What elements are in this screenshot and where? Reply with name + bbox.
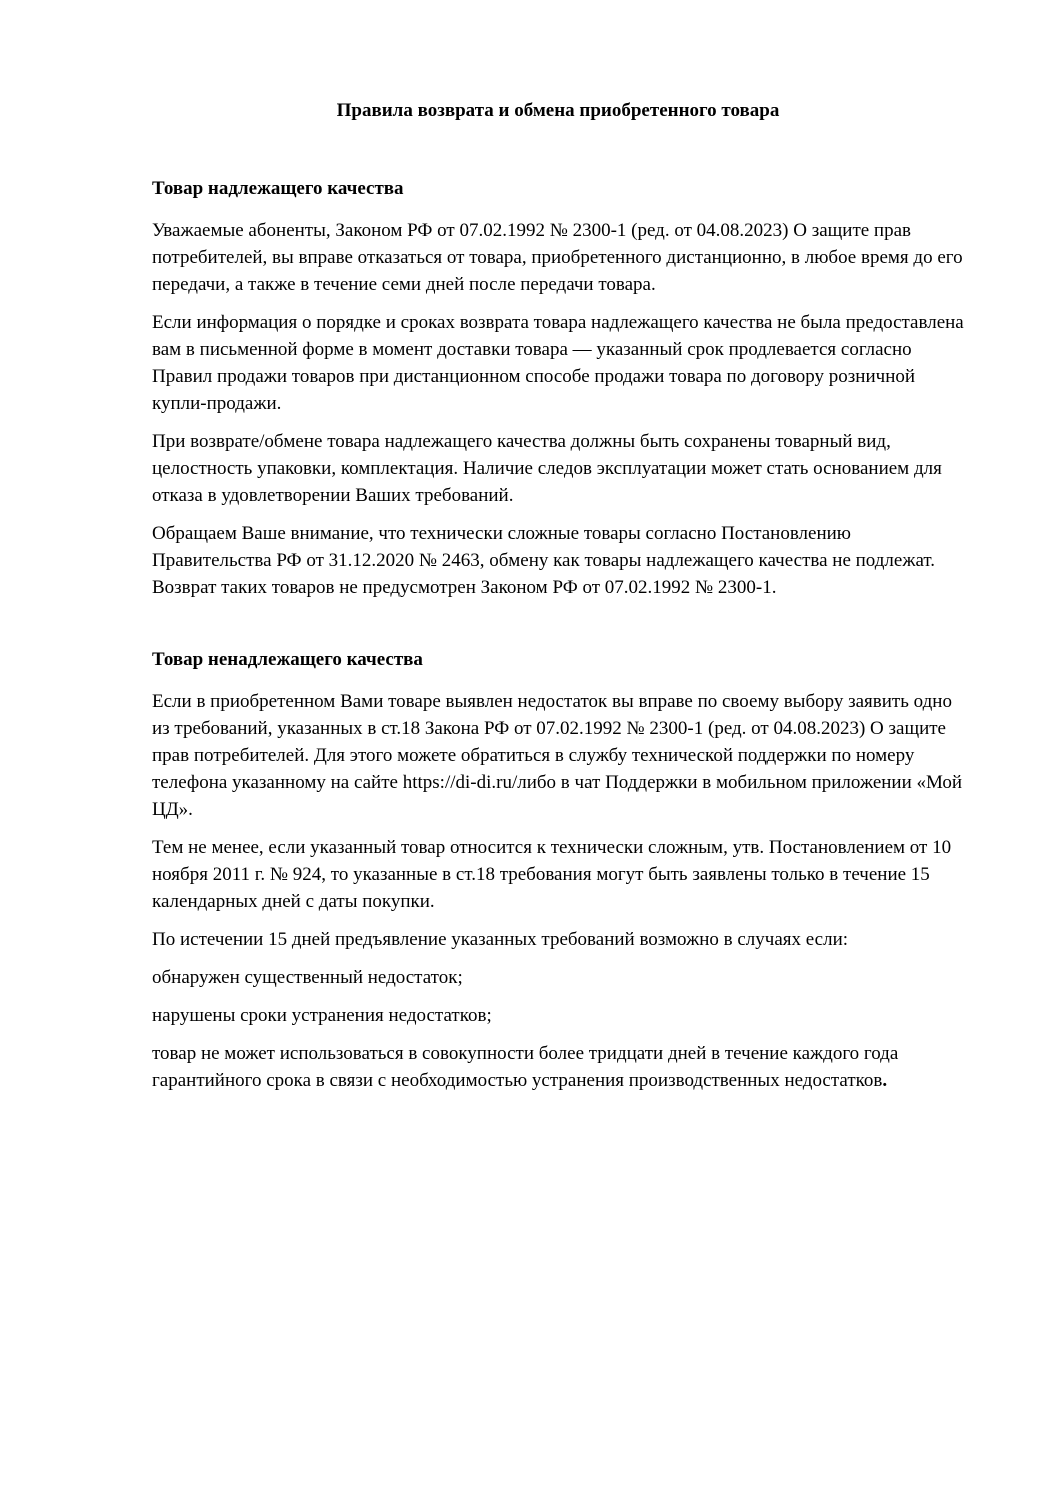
section-improper-quality <box>152 646 964 1094</box>
paragraph-15-days-limit: Тем не менее, если указанный товар относится к технически сложным, утв. Постановлением от 10 ноября 2011 г. № 924, то указанные в ст.18 требования могут быть заявлены только в течение 15 календарных дней с даты покупки. <box>152 837 952 912</box>
document-title: Правила возврата и обмена приобретенного товара <box>336 100 780 121</box>
paragraph-thirty-days-usage-text: товар не может использоваться в совокупности более тридцати дней в течение каждого года гарантийного срока в связи с необходимостью устранения производственных недостатков <box>152 1043 899 1091</box>
paragraph-thirty-days-usage <box>152 1040 964 1094</box>
paragraph-consumer-rights-law: Уважаемые абоненты, Законом РФ от 07.02.1992 № 2300-1 (ред. от 04.08.2023) О защите прав потребителей, вы вправе отказаться от товара, приобретенного дистанционно, в любое время до его передачи, а также в течение семи дней после передачи товара. <box>152 220 963 295</box>
section-heading-improper-quality: Товар ненадлежащего качества <box>152 649 423 670</box>
paragraph-return-conditions: При возврате/обмене товара надлежащего качества должны быть сохранены товарный вид, целостность упаковки, комплектация. Наличие следов эксплуатации может стать основанием для отказа в удовлетворении Ваших требований. <box>152 431 942 506</box>
section-proper-quality <box>152 175 964 601</box>
paragraph-after-15-days-intro: По истечении 15 дней предъявление указанных требований возможно в случаях если: <box>152 929 849 950</box>
paragraph-substantial-defect: обнаружен существенный недостаток; <box>152 967 463 988</box>
section-heading-proper-quality: Товар надлежащего качества <box>152 178 404 199</box>
paragraph-repair-terms-violated: нарушены сроки устранения недостатков; <box>152 1005 492 1026</box>
paragraph-defect-claims: Если в приобретенном Вами товаре выявлен недостаток вы вправе по своему выбору заявить одно из требований, указанных в ст.18 Закона РФ от 07.02.1992 № 2300-1 (ред. от 04.08.2023) О защите прав потребителей. Для этого можете обратиться в службу технической поддержки по номеру телефона указанному на сайте https://di-di.ru/либо в чат Поддержки в мобильном приложении «Мой ЦД». <box>152 691 963 820</box>
paragraph-technically-complex-goods: Обращаем Ваше внимание, что технически сложные товары согласно Постановлению Правительства РФ от 31.12.2020 № 2463, обмену как товары надлежащего качества не подлежат. Возврат таких товаров не предусмотрен Законом РФ от 07.02.1992 № 2300-1. <box>152 523 936 598</box>
paragraph-return-period-extension: Если информация о порядке и сроках возврата товара надлежащего качества не была предоставлена вам в письменной форме в момент доставки товара — указанный срок продлевается согласно Правил продажи товаров при дистанционном способе продажи товара по договору розничной купли-продажи. <box>152 312 964 414</box>
final-period-bold: . <box>882 1070 888 1091</box>
